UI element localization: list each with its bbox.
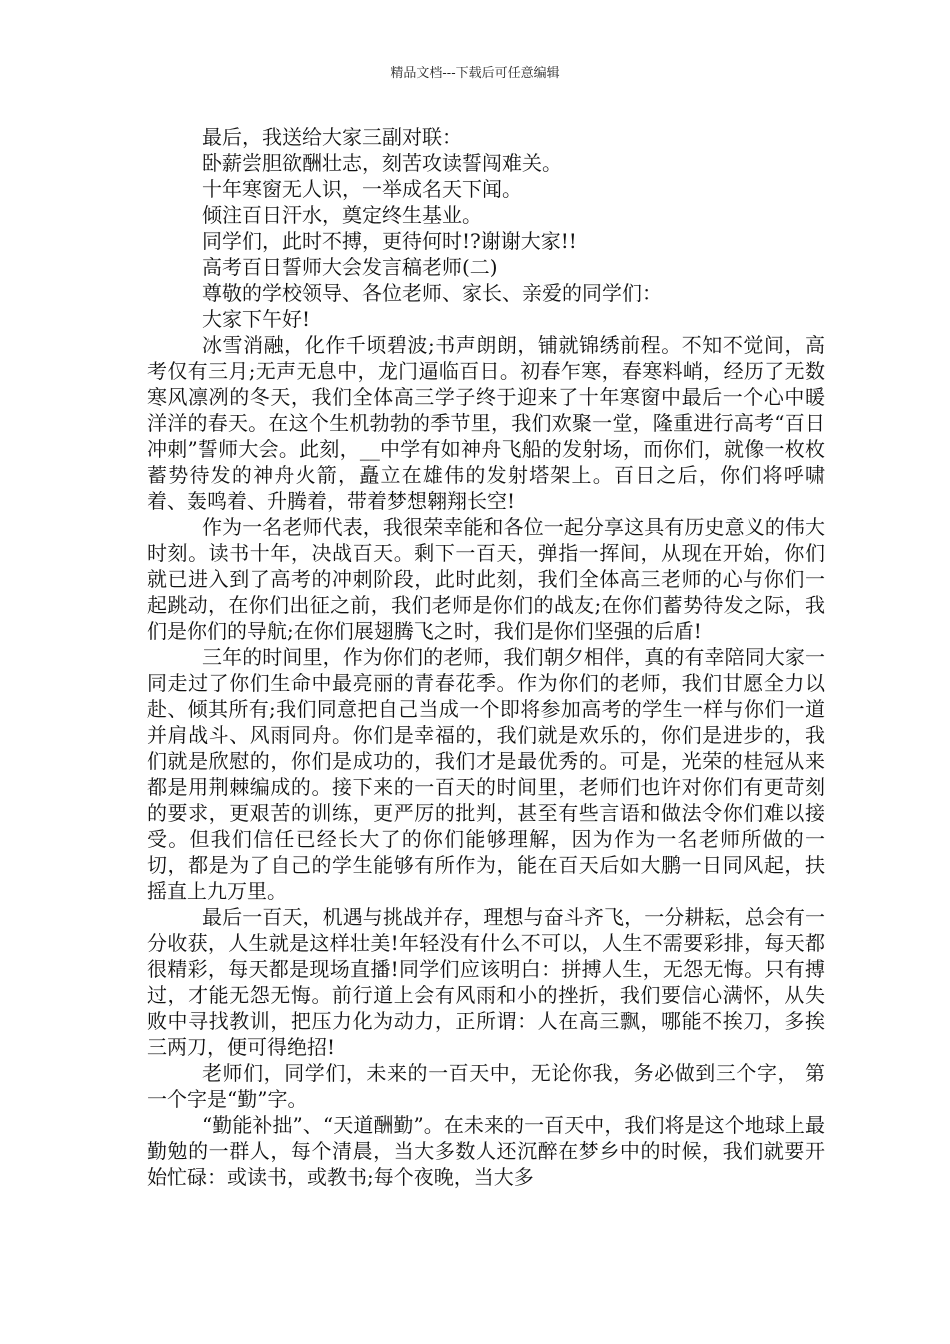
couplet-intro-line: 最后，我送给大家三副对联： — [202, 125, 462, 149]
paragraph-spring: 冰雪消融，化作千顷碧波;书声朗朗，铺就锦绣前程。不知不觉间，高考仅有三月;无声无息中，龙门逼临百日。初春乍寒，春寒料峭，经历了无数寒风凛冽的冬天，我们全体高三学子终于迎来了十年寒窗中最后一个心中暖洋洋的春天。在这个生机勃勃的季节里，我们欢聚一堂，隆重进行高考“百日冲刺”誓师大会。此刻，__中学有如神舟飞船的发射场，而你们，就像一枚枚蓄势待发的神舟火箭，矗立在雄伟的发射塔架上。百日之后，你们将呼啸着、轰鸣着、升腾着，带着梦想翱翔长空! — [147, 333, 825, 513]
paragraph-three-years: 三年的时间里，作为你们的老师，我们朝夕相伴，真的有幸陪同大家一同走过了你们生命中最亮丽的青春花季。作为你们的老师，我们甘愿全力以赴、倾其所有;我们同意把自己当成一个即将参加高考的学生一样与你们一道并肩战斗、风雨同舟。你们是幸福的，我们就是欢乐的，你们是进步的，我们就是欣慰的，你们是成功的，我们才是最优秀的。可是，光荣的桂冠从来都是用荆棘编成的。接下来的一百天的时间里，老师们也许对你们有更苛刻的要求，更艰苦的训练，更严厉的批判，甚至有些言语和做法令你们难以接受。但我们信任已经长大了的你们能够理解，因为作为一名老师所做的一切，都是为了自己的学生能够有所作为，能在百天后如大鹏一日同风起，扶摇直上九万里。 — [147, 645, 825, 903]
section-title: 高考百日誓师大会发言稿老师(二) — [202, 255, 498, 279]
closing-line: 同学们，此时不搏，更待何时!?谢谢大家!! — [202, 229, 577, 253]
couplet-line-1: 卧薪尝胆欲酬壮志，刻苦攻读誓闯难关。 — [202, 151, 562, 175]
page-header: 精品文档---下载后可任意编辑 — [390, 66, 560, 81]
paragraph-three-words: 老师们，同学们，未来的一百天中，无论你我，务必做到三个字， 第一个字是“勤”字。 — [147, 1061, 825, 1111]
paragraph-diligence: “勤能补拙”、“天道酬勤”。在未来的一百天中，我们将是这个地球上最勤勉的一群人，每个清晨，当大多数人还沉醉在梦乡中的时候，我们就要开始忙碌：或读书，或教书;每个夜晚，当大多 — [147, 1113, 825, 1189]
salutation-line: 尊敬的学校领导、各位老师、家长、亲爱的同学们： — [202, 281, 662, 305]
paragraph-last-hundred-days: 最后一百天，机遇与挑战并存，理想与奋斗齐飞，一分耕耘，总会有一分收获，人生就是这样壮美!年轻没有什么不可以，人生不需要彩排，每天都很精彩，每天都是现场直播!同学们应该明白：拼搏人生，无怨无悔。只有搏过，才能无怨无悔。前行道上会有风雨和小的挫折，我们要信心满怀，从失败中寻找教训，把压力化为动力，正所谓：人在高三飘，哪能不挨刀，多挨三两刀，便可得绝招! — [147, 905, 825, 1059]
document-body — [147, 124, 825, 1190]
couplet-line-2: 十年寒窗无人识，一举成名天下闻。 — [202, 177, 522, 201]
greeting-line: 大家下午好! — [202, 307, 311, 331]
paragraph-teacher-representative: 作为一名老师代表，我很荣幸能和各位一起分享这具有历史意义的伟大时刻。读书十年，决战百天。剩下一百天，弹指一挥间，从现在开始，你们就已进入到了高考的冲刺阶段，此时此刻，我们全体高三老师的心与你们一起跳动，在你们出征之前，我们老师是你们的战友;在你们蓄势待发之际，我们是你们的导航;在你们展翅腾飞之时，我们是你们坚强的后盾! — [147, 515, 825, 643]
couplet-line-3: 倾注百日汗水，奠定终生基业。 — [202, 203, 482, 227]
